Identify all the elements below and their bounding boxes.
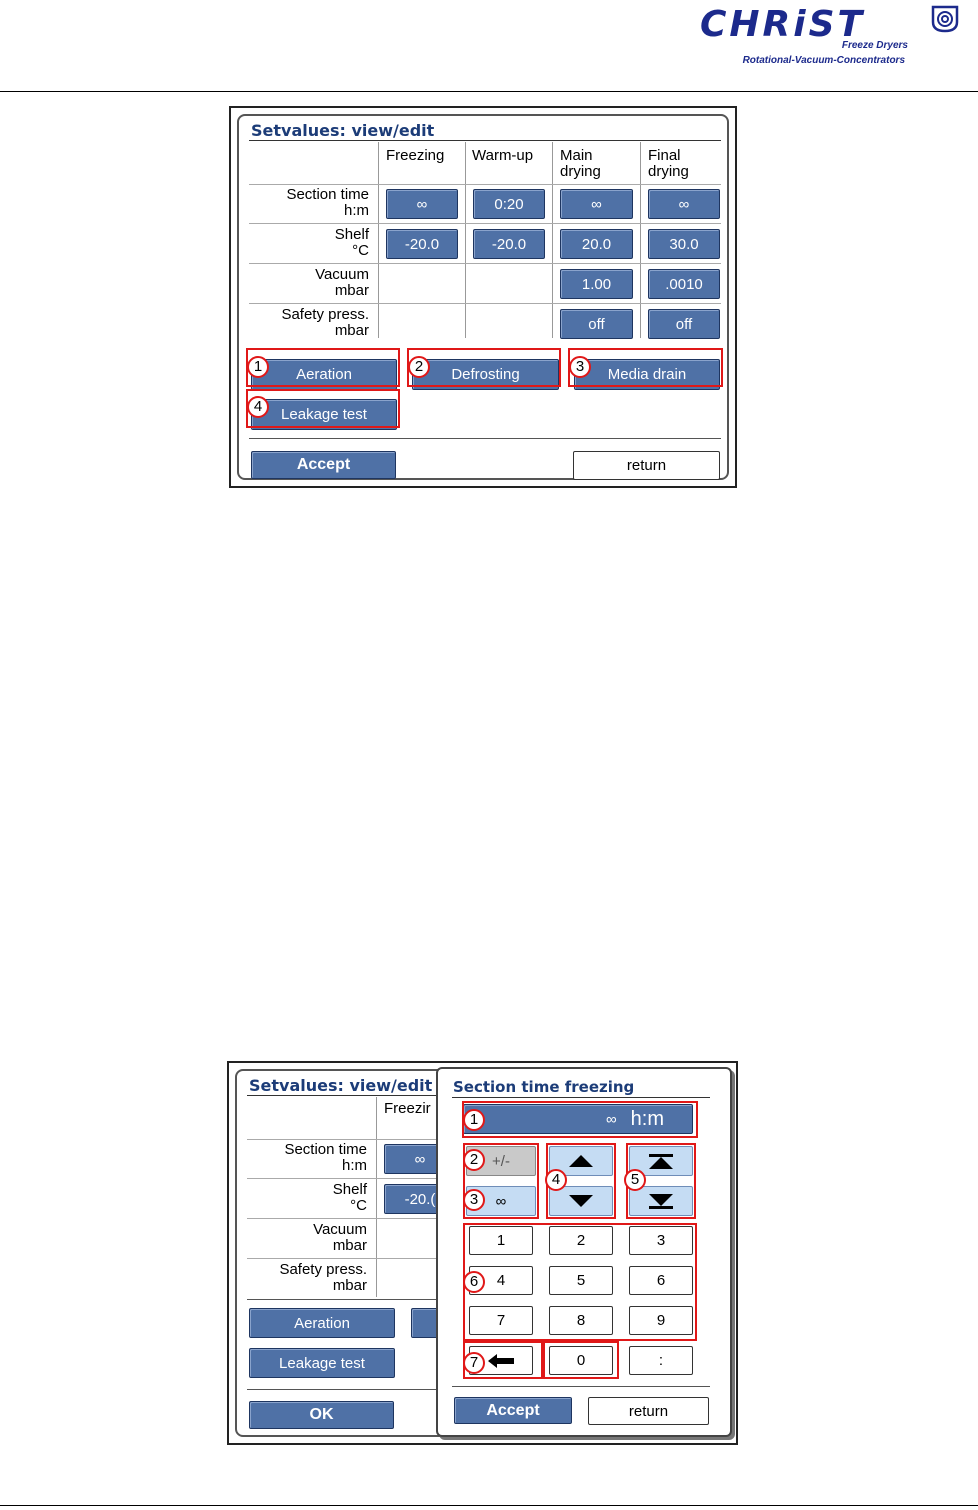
defrosting-button[interactable]: Defrosting — [412, 359, 559, 390]
title-underline — [247, 1095, 447, 1096]
popup-accept-button[interactable]: Accept — [454, 1397, 572, 1424]
footer-divider — [0, 1505, 978, 1506]
tagline-rvc: Rotational-Vacuum-Concentrators — [742, 55, 905, 66]
aeration-button[interactable]: Aeration — [249, 1308, 395, 1338]
tagline-freeze-dryers: Freeze Dryers — [841, 40, 908, 51]
row-label-shelf: Shelf °C — [332, 1181, 367, 1214]
popup-callout-3: 3 — [463, 1189, 485, 1211]
highlight-numeric-keys — [463, 1223, 697, 1341]
ok-button[interactable]: OK — [249, 1401, 394, 1429]
grid-hline — [249, 184, 721, 185]
brand-logo: CHRiST — [700, 4, 866, 45]
display-value: ∞ — [605, 1110, 617, 1128]
shelf-final-drying-button[interactable]: 30.0 — [648, 229, 720, 259]
section-time-freezing-button[interactable]: ∞ — [384, 1144, 456, 1174]
col-main-drying: Main drying — [560, 147, 601, 180]
display-unit: h:m — [630, 1107, 664, 1130]
highlight-aeration — [246, 348, 400, 387]
popup-callout-1: 1 — [463, 1109, 485, 1131]
section-time-warmup-button[interactable]: 0:20 — [473, 189, 545, 219]
plus-minus-button[interactable]: +/- — [466, 1146, 536, 1176]
accept-button[interactable]: Accept — [251, 451, 396, 479]
callout-4: 4 — [247, 396, 269, 418]
highlight-key-zero — [543, 1341, 619, 1379]
return-button[interactable]: return — [573, 451, 720, 480]
row-label-vacuum: Vacuum mbar — [313, 1221, 367, 1254]
grid-vline — [552, 142, 553, 338]
key-8[interactable]: 8 — [549, 1306, 613, 1335]
callout-2: 2 — [408, 356, 430, 378]
key-9[interactable]: 9 — [629, 1306, 693, 1335]
spiral-logo-icon — [930, 4, 960, 34]
key-4[interactable]: 4 — [469, 1266, 533, 1295]
popup-callout-7: 7 — [463, 1352, 485, 1374]
media-drain-button[interactable]: Media drain — [574, 359, 720, 390]
highlight-media-drain — [568, 348, 723, 387]
key-6[interactable]: 6 — [629, 1266, 693, 1295]
section-time-popup — [436, 1067, 732, 1437]
row-label-section-time: Section time h:m — [284, 1141, 367, 1174]
key-colon[interactable]: : — [629, 1346, 693, 1375]
popup-title: Section time freezing — [453, 1078, 635, 1096]
popup-title-underline — [452, 1097, 710, 1098]
key-7[interactable]: 7 — [469, 1306, 533, 1335]
header-divider — [0, 91, 978, 92]
grid-hline — [247, 1258, 447, 1259]
grid-hline — [249, 223, 721, 224]
popup-callout-6: 6 — [463, 1271, 485, 1293]
grid-hline — [249, 263, 721, 264]
section-time-final-drying-button[interactable]: ∞ — [648, 189, 720, 219]
leakage-test-button[interactable]: Leakage test — [251, 399, 397, 430]
section-time-freezing-button[interactable]: ∞ — [386, 189, 458, 219]
shelf-freezing-button[interactable]: -20.0 — [386, 229, 458, 259]
safety-press-main-drying-button[interactable]: off — [560, 309, 633, 339]
grid-vline — [640, 142, 641, 338]
popup-footer-divider — [452, 1386, 710, 1387]
key-2[interactable]: 2 — [549, 1226, 613, 1255]
key-3[interactable]: 3 — [629, 1226, 693, 1255]
highlight-leakage-test — [246, 389, 400, 428]
col-final-drying: Final drying — [648, 147, 689, 180]
popup-callout-2: 2 — [463, 1149, 485, 1171]
popup-callout-5: 5 — [624, 1169, 646, 1191]
vacuum-main-drying-button[interactable]: 1.00 — [560, 269, 633, 299]
leakage-test-button[interactable]: Leakage test — [249, 1348, 395, 1378]
callout-1: 1 — [247, 356, 269, 378]
screenshot-setvalues — [229, 106, 737, 488]
grid-vline — [376, 1097, 377, 1297]
col-warmup: Warm-up — [472, 147, 534, 164]
shelf-warmup-button[interactable]: -20.0 — [473, 229, 545, 259]
shelf-main-drying-button[interactable]: 20.0 — [560, 229, 633, 259]
grid-hline — [247, 1178, 447, 1179]
screenshot-section-time — [227, 1061, 738, 1445]
highlight-display — [462, 1101, 698, 1138]
infinity-button[interactable]: ∞ — [466, 1186, 536, 1216]
footer-divider — [249, 438, 721, 439]
grid-vline — [465, 142, 466, 338]
popup-return-button[interactable]: return — [588, 1397, 709, 1425]
key-0[interactable]: 0 — [549, 1346, 613, 1375]
popup-callout-4: 4 — [545, 1169, 567, 1191]
screen-title: Setvalues: view/edit — [249, 1076, 433, 1095]
divider — [247, 1299, 447, 1300]
vacuum-final-drying-button[interactable]: .0010 — [648, 269, 720, 299]
grid-hline — [247, 1139, 447, 1140]
row-label-shelf: Shelf °C — [334, 226, 369, 259]
col-freezing-partial: Freezir — [384, 1100, 431, 1117]
grid-vline — [378, 142, 379, 338]
section-time-main-drying-button[interactable]: ∞ — [560, 189, 633, 219]
row-label-safety-press: Safety press. mbar — [281, 306, 369, 339]
footer-divider — [247, 1389, 447, 1390]
safety-press-final-drying-button[interactable]: off — [648, 309, 720, 339]
callout-3: 3 — [569, 356, 591, 378]
screen-title: Setvalues: view/edit — [251, 121, 435, 140]
key-1[interactable]: 1 — [469, 1226, 533, 1255]
grid-hline — [249, 303, 721, 304]
highlight-defrosting — [407, 348, 561, 387]
aeration-button[interactable]: Aeration — [251, 359, 397, 390]
row-label-vacuum: Vacuum mbar — [315, 266, 369, 299]
title-underline — [249, 140, 721, 141]
grid-hline — [247, 1218, 447, 1219]
row-label-section-time: Section time h:m — [286, 186, 369, 219]
col-freezing: Freezing — [386, 147, 445, 164]
key-5[interactable]: 5 — [549, 1266, 613, 1295]
shelf-freezing-button[interactable]: -20.( — [384, 1184, 456, 1214]
row-label-safety-press: Safety press. mbar — [279, 1261, 367, 1294]
